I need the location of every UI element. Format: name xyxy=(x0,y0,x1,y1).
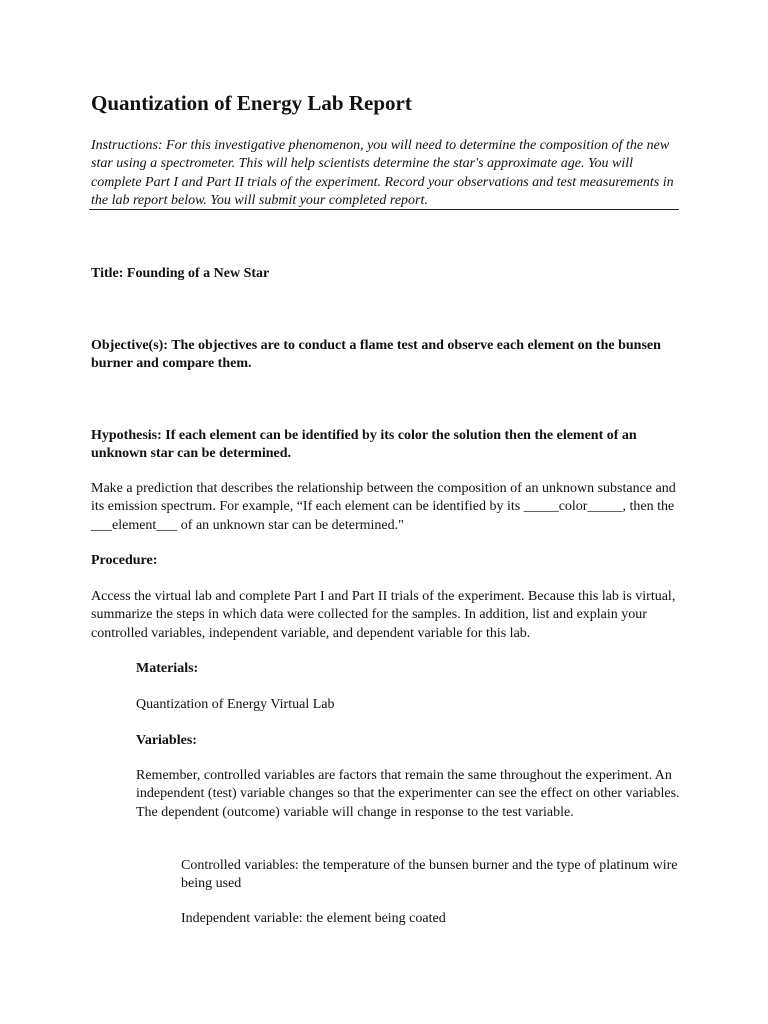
objectives-text: Objective(s): The objectives are to conduct a flame test and observe each element on the bunsen burner and compare them. xyxy=(91,338,661,372)
materials-heading: Materials: xyxy=(136,661,199,676)
materials-text: Quantization of Energy Virtual Lab xyxy=(136,697,335,712)
procedure-text: Access the virtual lab and complete Part I and Part II trials of the experiment. Because this lab is virtual, summarize the steps in which data were collected for the samples. In addition, list and explain your controlled variables, independent variable, and dependent variable for this lab. xyxy=(91,589,676,641)
variables-text: Remember, controlled variables are factors that remain the same throughout the experiment. An independent (test) variable changes so that the experimenter can see the effect on other variables. The dependent (outcome) variable will change in response to the test variable. xyxy=(136,768,680,820)
horizontal-divider xyxy=(89,209,679,210)
prediction-text: Make a prediction that describes the relationship between the composition of an unknown substance and its emission spectrum. For example, “If each element can be identified by its _____color_____, then the ___element___ of an unknown star can be determined." xyxy=(91,481,676,533)
hypothesis-text: Hypothesis: If each element can be identified by its color the solution then the element of an unknown star can be determined. xyxy=(91,428,637,462)
page-title: Quantization of Energy Lab Report xyxy=(91,91,412,115)
variables-heading: Variables: xyxy=(136,733,197,748)
independent-variable-text: Independent variable: the element being coated xyxy=(181,911,446,926)
instructions-text: Instructions: For this investigative phenomenon, you will need to determine the composition of the new star using a spectrometer. This will help scientists determine the star's approximate age. You will complete Part I and Part II trials of the experiment. Record your observations and test measurements in the lab report below. You will submit your completed report. xyxy=(91,138,674,209)
controlled-variables-text: Controlled variables: the temperature of the bunsen burner and the type of platinum wire being used xyxy=(181,858,678,892)
procedure-heading: Procedure: xyxy=(91,553,158,568)
report-title: Title: Founding of a New Star xyxy=(91,266,270,281)
